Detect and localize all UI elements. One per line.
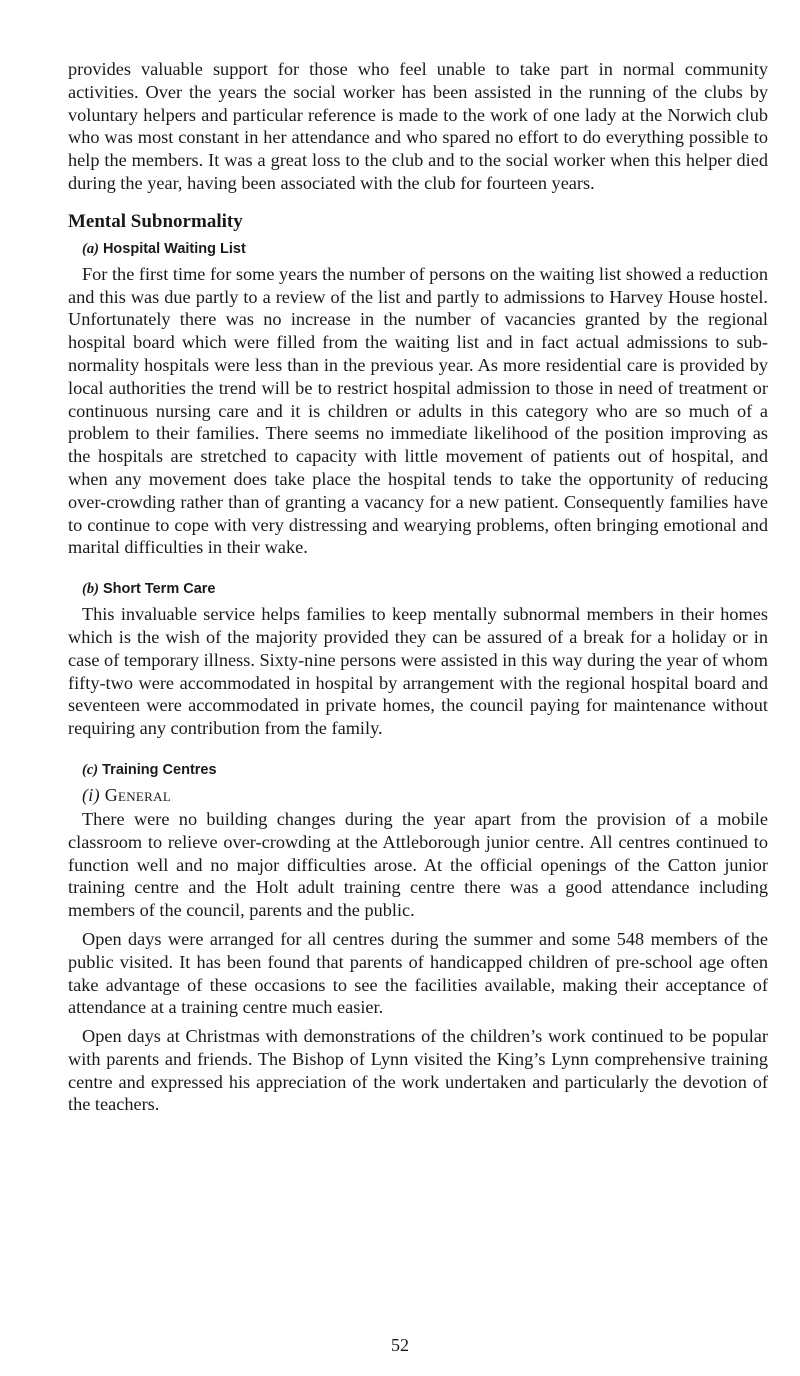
subsubheading-text: General (104, 784, 172, 805)
subheading-text: Hospital Waiting List (102, 240, 246, 257)
subheading-hospital-waiting-list (68, 239, 768, 259)
subheading-short-term-care (68, 579, 768, 599)
subheading-label: (c) (82, 761, 99, 778)
training-general-paragraph-3: Open days at Christmas with demonstrations of the children’s work continued to be popular with parents and friends. The Bishop of Lynn visited the King’s Lynn comprehensive training centre and expressed his appreciation of the work undertaken and particularly the devotion of the teachers. (68, 1026, 768, 1115)
document-page (68, 58, 768, 1116)
training-general-paragraph-2: Open days were arranged for all centres during the summer and some 548 members of the public visited. It has been found that parents of handicapped children of pre-school age often take advantage of these occasions to see the facilities available, making their acceptance of attendance at a training centre much easier. (68, 928, 768, 1018)
short-term-care-paragraph: This invaluable service helps families to keep mentally subnormal members in their homes which is the wish of the majority provided they can be assured of a break for a holiday or in case of temporary illness. Sixty-nine persons were assisted in this way during the year of whom fifty-two were accommodated in hospital by arrangement with the regional hospital board and seventeen were accommodated in private homes, the council paying for maintenance without requiring any contribution from the family. (68, 604, 768, 739)
subsubheading-label: (i) (82, 784, 100, 805)
page-number: 52 (391, 1335, 409, 1355)
subsubheading-general (68, 784, 768, 806)
subheading-text: Short Term Care (102, 581, 216, 598)
intro-paragraph: provides valuable support for those who feel unable to take part in normal community activities. Over the years the social worker has been assisted in the running of the clubs by voluntary helpers and particular reference is made to the work of one lady at the Norwich club who was most constant in her attendance and who spared no effort to do everything possible to help the members. It was a great loss to the club and to the social worker when this helper died during the year, having been associated with the club for fourteen years. (68, 59, 768, 193)
subheading-label: (a) (82, 240, 99, 257)
waiting-list-paragraph: For the first time for some years the number of persons on the waiting list showed a reduction and this was due partly to a review of the list and partly to admissions to Harvey House hostel. Unfortunately there was no increase in the number of vacancies granted by the regional hospital board which were filled from the waiting list and in fact actual admissions to sub-normality hospitals were less than in the previous year. As more residential care is provided by local authorities the trend will be to restrict hospital admission to those in need of treatment or continuous nursing care and it is children or adults in this category who are so much of a problem to their families. There seems no immediate likelihood of the position improving as the hospitals are stretched to capacity with little movement of patients out of hospital, and when any movement does take place the hospital tends to take the opportunity of reducing over-crowding rather than of granting a vacancy for a new patient. Consequently families have to continue to cope with very distressing and wearying problems, often bringing emotional and marital difficulties in their wake. (68, 263, 768, 558)
subheading-text: Training Centres (102, 761, 217, 778)
section-heading-mental-subnormality: Mental Subnormality (68, 210, 243, 232)
subheading-training-centres (68, 760, 768, 780)
subheading-label: (b) (82, 581, 99, 598)
training-general-paragraph-1: There were no building changes during the year apart from the provision of a mobile classroom to relieve over-crowding at the Attleborough junior centre. All centres continued to function well and no major difficulties arose. At the official openings of the Catton junior training centre and the Holt adult training centre there was a good attendance including members of the council, parents and the public. (68, 808, 768, 921)
